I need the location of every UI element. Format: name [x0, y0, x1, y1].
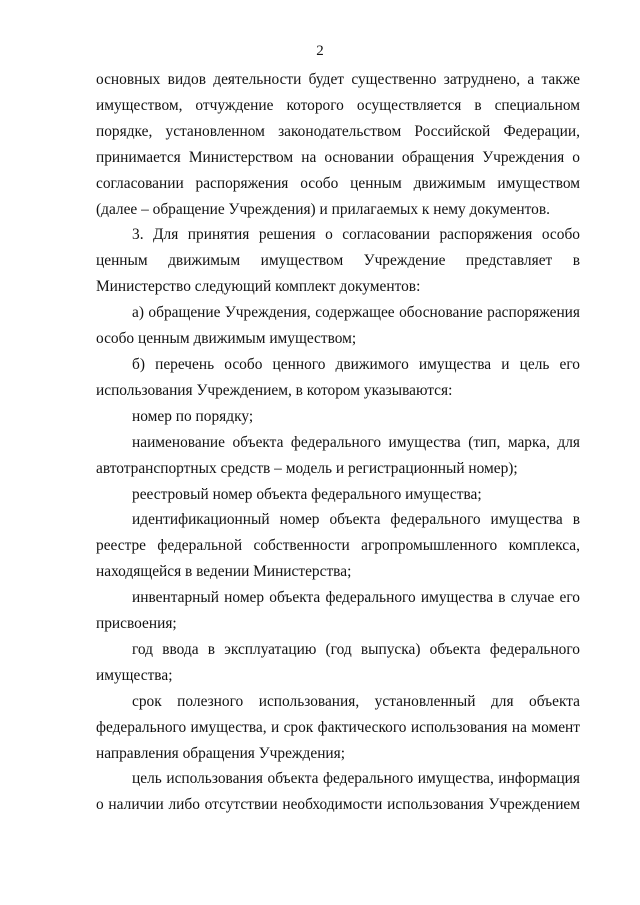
list-entry-identification-number: идентификационный номер объекта федерального имущества в реестре федеральной собственности агропромышленного комплекса, находящейся в ведении Министерства; [96, 511, 580, 581]
list-entry-usage-purpose: цель использования объекта федерального имущества, информация о наличии либо отсутствии необходимости использования Учреждением [96, 770, 580, 814]
paragraph-continuation: основных видов деятельности будет существенно затруднено, а также имуществом, отчуждение которого осуществляется в специальном порядке, установленном законодательством Российской Федерации, принимается Министерством на основании обращения Учреждения о согласовании распоряжения особо ценным движимым имуществом (далее – обращение Учреждения) и прилагаемых к нему документов. [96, 71, 580, 218]
paragraph-item-3: 3. Для принятия решения о согласовании распоряжения особо ценным движимым имуществом Учреждение представляет в Министерство следующий комплект документов: [96, 226, 580, 296]
list-entry-inventory-number: инвентарный номер объекта федерального имущества в случае его присвоения; [96, 589, 580, 633]
paragraph-subitem-b: б) перечень особо ценного движимого имущества и цель его использования Учреждением, в котором указываются: [96, 355, 580, 399]
list-entry-useful-life: срок полезного использования, установленный для объекта федерального имущества, и срок фактического использования на момент направления обращения Учреждения; [96, 692, 580, 762]
list-entry-registry-number: реестровый номер объекта федерального имущества; [132, 485, 482, 503]
list-entry-commissioning-year: год ввода в эксплуатацию (год выпуска) объекта федерального имущества; [96, 640, 580, 684]
document-body [96, 67, 580, 818]
page-number: 2 [316, 43, 324, 59]
paragraph-subitem-a: а) обращение Учреждения, содержащее обоснование распоряжения особо ценным движимым имуществом; [96, 304, 580, 348]
list-entry-sequence-number: номер по порядку; [132, 407, 254, 425]
list-entry-object-name: наименование объекта федерального имущества (тип, марка, для автотранспортных средств – модель и регистрационный номер); [96, 433, 580, 477]
